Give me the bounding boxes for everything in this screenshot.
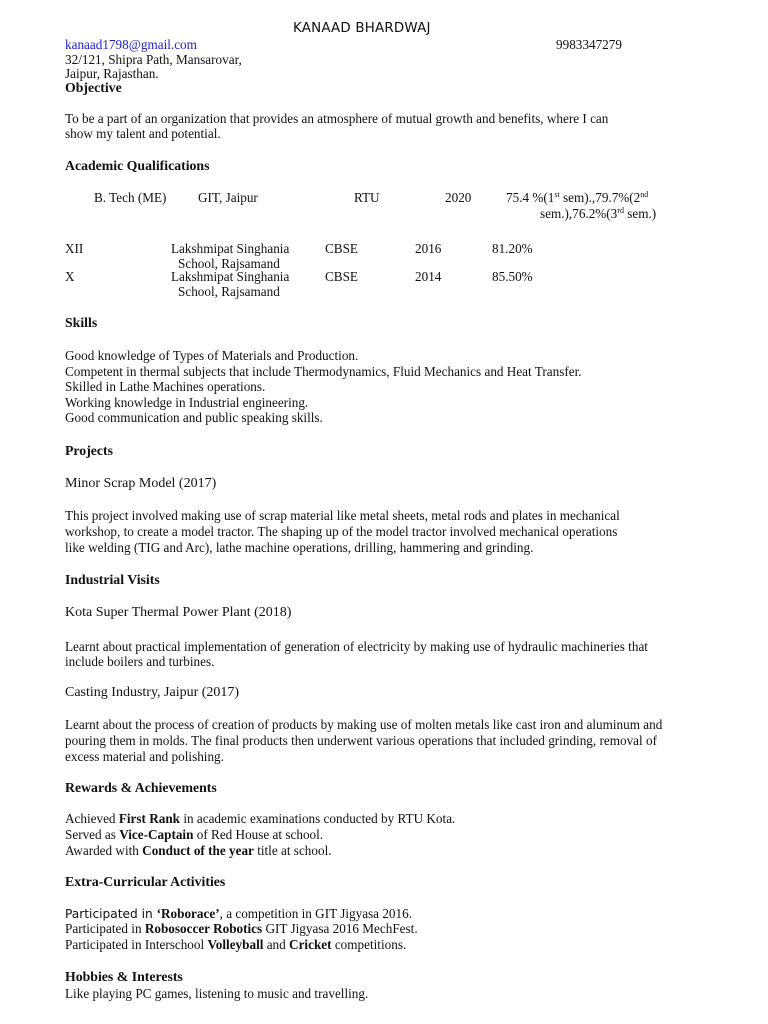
visit-2-line-2: pouring them in molds. The final products then underwent various operations that included grinding, removal of xyxy=(65,733,657,748)
hobbies-heading: Hobbies & Interests xyxy=(65,969,183,984)
xii-year: 2016 xyxy=(415,241,442,256)
candidate-name: KANAAD BHARDWAJ xyxy=(293,21,431,36)
x-grade: X xyxy=(65,269,75,284)
btech-board: RTU xyxy=(354,190,380,205)
project-line-1: This project involved making use of scrap material like metal sheets, metal rods and plates in mechanical xyxy=(65,508,620,523)
project-line-2: workshop, to create a model tractor. The shaping up of the model tractor involved mechanical operations xyxy=(65,524,618,539)
skill-item: Working knowledge in Industrial engineering. xyxy=(65,394,309,410)
x-school-line-2: School, Rajsamand xyxy=(178,284,280,299)
address-line-1: 32/121, Shipra Path, Mansarovar, xyxy=(65,52,242,67)
objective-line-1: To be a part of an organization that provides an atmosphere of mutual growth and benefits, where I can xyxy=(65,111,609,126)
x-score: 85.50% xyxy=(492,269,533,284)
rewards-heading: Rewards & Achievements xyxy=(65,780,217,795)
btech-year: 2020 xyxy=(445,190,472,205)
activity-item: Participated in ‘Roborace’, a competition in GIT Jigyasa 2016. xyxy=(65,906,413,921)
phone-number: 9983347279 xyxy=(556,37,622,52)
skill-item: Skilled in Lathe Machines operations. xyxy=(65,379,266,395)
objective-line-2: show my talent and potential. xyxy=(65,126,221,141)
x-year: 2014 xyxy=(415,269,442,284)
skill-item: Good communication and public speaking skills. xyxy=(65,410,323,426)
objective-heading: Objective xyxy=(65,80,122,95)
hobbies-line: Like playing PC games, listening to music and travelling. xyxy=(65,986,369,1001)
visits-heading: Industrial Visits xyxy=(65,572,160,587)
xii-school-line-1: Lakshmipat Singhania xyxy=(171,241,290,256)
xii-school-line-2: School, Rajsamand xyxy=(178,256,280,271)
address-line-2: Jaipur, Rajasthan. xyxy=(65,66,159,81)
xii-board: CBSE xyxy=(325,241,358,256)
skills-heading: Skills xyxy=(65,315,98,330)
xii-grade: XII xyxy=(65,241,84,256)
email-link[interactable]: kanaad1798@gmail.com xyxy=(65,37,197,52)
visit-2-line-1: Learnt about the process of creation of products by making use of molten metals like cast iron and aluminum and xyxy=(65,717,663,732)
btech-college: GIT, Jaipur xyxy=(198,190,258,205)
x-school-line-1: Lakshmipat Singhania xyxy=(171,269,290,284)
reward-item: Served as Vice-Captain of Red House at school. xyxy=(65,827,324,842)
skill-item: Competent in thermal subjects that include Thermodynamics, Fluid Mechanics and Heat Transfer. xyxy=(65,363,582,379)
reward-item: Achieved First Rank in academic examinations conducted by RTU Kota. xyxy=(65,811,456,826)
visit-1-line-2: include boilers and turbines. xyxy=(65,654,215,669)
project-title: Minor Scrap Model (2017) xyxy=(65,476,217,491)
activity-item: Participated in Robosoccer Robotics GIT Jigyasa 2016 MechFest. xyxy=(65,921,418,936)
visit-1-title: Kota Super Thermal Power Plant (2018) xyxy=(65,605,292,620)
skills-list xyxy=(65,348,582,426)
btech-score-line-1: 75.4 %(1st sem).,79.7%(2nd xyxy=(506,190,649,205)
visit-1-line-1: Learnt about practical implementation of generation of electricity by making use of hydraulic machineries that xyxy=(65,639,648,654)
btech-degree: B. Tech (ME) xyxy=(94,190,167,205)
projects-heading: Projects xyxy=(65,443,114,458)
project-line-3: like welding (TIG and Arc), lathe machine operations, drilling, hammering and grinding. xyxy=(65,540,534,555)
xii-score: 81.20% xyxy=(492,241,533,256)
extra-heading: Extra-Curricular Activities xyxy=(65,874,226,889)
academics-heading: Academic Qualifications xyxy=(65,158,210,173)
reward-item: Awarded with Conduct of the year title at school. xyxy=(65,843,332,858)
visit-2-line-3: excess material and polishing. xyxy=(65,749,224,764)
btech-score-line-2: sem.),76.2%(3rd sem.) xyxy=(540,206,657,221)
skill-item: Good knowledge of Types of Materials and Production. xyxy=(65,348,359,363)
activity-item: Participated in Interschool Volleyball and Cricket competitions. xyxy=(65,937,407,952)
x-board: CBSE xyxy=(325,269,358,284)
visit-2-title: Casting Industry, Jaipur (2017) xyxy=(65,685,240,700)
